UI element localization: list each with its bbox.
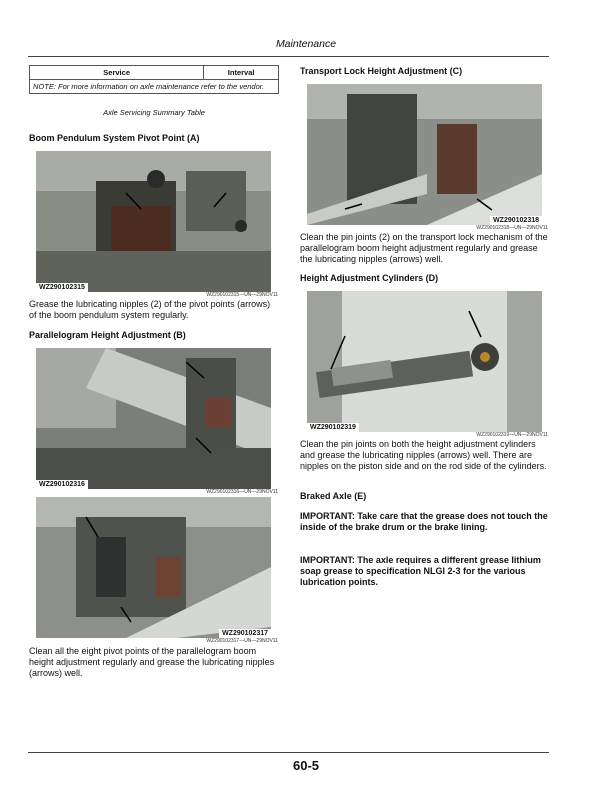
important-note-1-text: Take care that the grease does not touch the inside of the brake drum or the brake lining.	[300, 511, 548, 532]
transport-lock-photo	[307, 84, 542, 225]
parallelogram-photo-1-id: WZ290102316	[36, 480, 88, 489]
parallelogram-photo-2-id: WZ290102317	[219, 629, 271, 638]
section-c-heading: Transport Lock Height Adjustment (C)	[300, 66, 463, 76]
parallelogram-photo-1	[36, 348, 271, 489]
height-cylinders-photo	[307, 291, 542, 432]
parallelogram-photo-2-ref: WZ290102317—UN—29NOV11	[206, 638, 278, 644]
service-table	[29, 65, 279, 94]
footer-divider	[28, 752, 549, 753]
important-note-1	[300, 511, 552, 533]
header-divider	[28, 56, 549, 57]
section-a-text: Grease the lubricating nipples (2) of the pivot points (arrows) of the boom pendulum system regularly.	[29, 299, 271, 320]
page-header-title: Maintenance	[275, 38, 337, 50]
transport-lock-photo-ref: WZ290102318—UN—29NOV11	[476, 225, 548, 231]
section-a-heading: Boom Pendulum System Pivot Point (A)	[29, 133, 200, 143]
section-e-heading: Braked Axle (E)	[300, 491, 367, 501]
important-note-2-text: The axle requires a different grease lithium soap grease to specification NLGI 2-3 for the various lubrication points.	[300, 555, 541, 587]
section-b-text: Clean all the eight pivot points of the parallelogram boom height adjustment regularly and grease the lubricating nipples (arrows) well.	[29, 646, 275, 678]
table-note: NOTE: For more information on axle maintenance refer to the vendor.	[30, 80, 279, 94]
important-note-2-label: IMPORTANT:	[300, 555, 355, 565]
pivot-point-photo-ref: WZ290102315—UN—29NOV11	[206, 292, 278, 298]
height-cylinders-photo-ref: WZ290102319—UN—29NOV11	[476, 432, 548, 438]
pivot-point-photo	[36, 151, 271, 292]
section-c-text: Clean the pin joints (2) on the transport lock mechanism of the parallelogram boom height adjustment regularly and grease the lubricating nipples (arrows) well.	[300, 232, 548, 264]
important-note-2	[300, 555, 552, 588]
page-number: 60-5	[292, 758, 320, 773]
section-d-text: Clean the pin joints on both the height adjustment cylinders and grease the lubricating nipples (arrows) well. There are nipples on the piston side and on the rod side of the cylinders.	[300, 439, 547, 471]
section-b-heading: Parallelogram Height Adjustment (B)	[29, 330, 186, 340]
service-column-header: Service	[30, 66, 204, 80]
parallelogram-photo-2	[36, 497, 271, 638]
pivot-point-photo-id: WZ290102315	[36, 283, 88, 292]
table-caption: Axle Servicing Summary Table	[103, 108, 205, 117]
height-cylinders-photo-id: WZ290102319	[307, 423, 359, 432]
section-d-heading: Height Adjustment Cylinders (D)	[300, 273, 439, 283]
transport-lock-photo-id: WZ290102318	[490, 216, 542, 225]
interval-column-header: Interval	[204, 66, 279, 80]
important-note-1-label: IMPORTANT:	[300, 511, 355, 521]
parallelogram-photo-1-ref: WZ290102316—UN—29NOV11	[206, 489, 278, 495]
